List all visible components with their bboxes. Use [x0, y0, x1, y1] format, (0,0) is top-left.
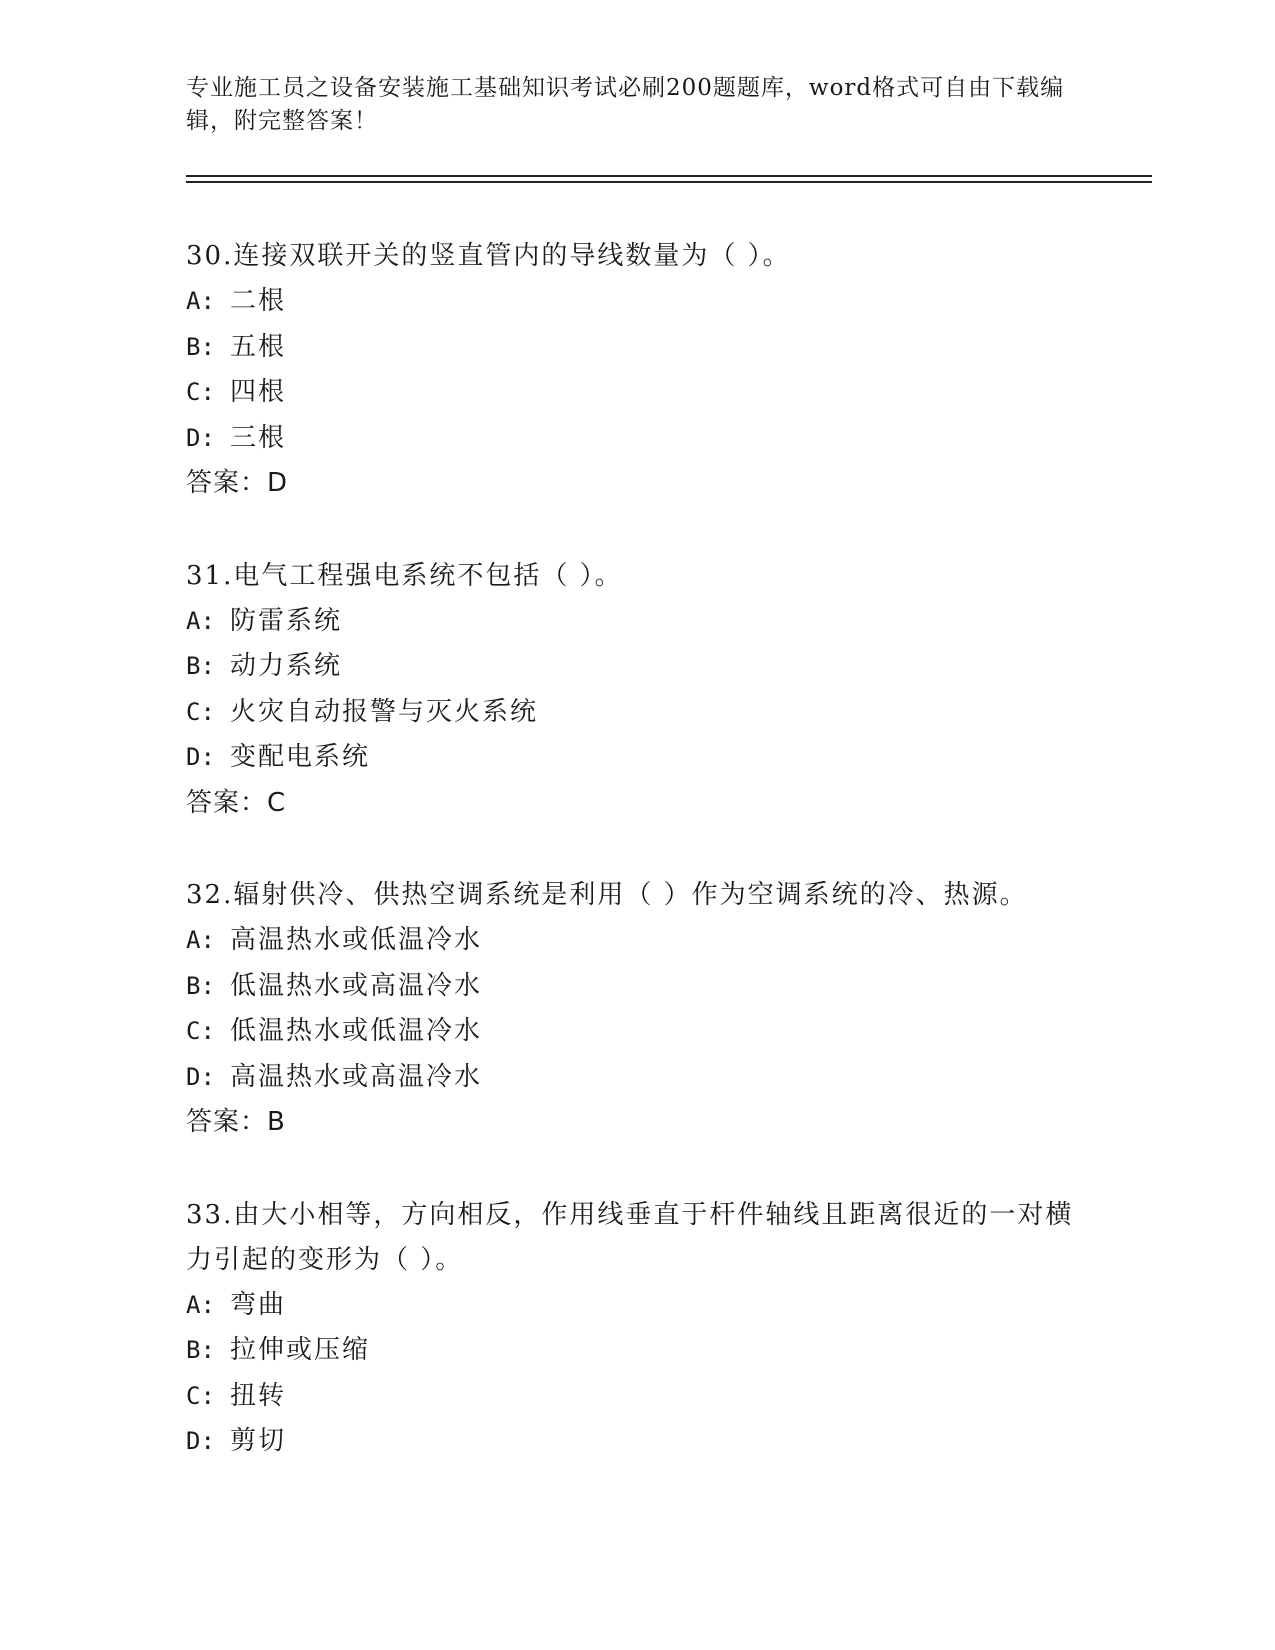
option-key: A:: [186, 926, 215, 954]
option-b: [186, 644, 1086, 690]
answer-line: 答案：B: [186, 1107, 286, 1137]
question-30: [186, 234, 1086, 507]
question-list: [186, 234, 1086, 1512]
option-text: 火灾自动报警与灭火系统: [230, 696, 539, 727]
option-text: 变配电系统: [230, 742, 371, 772]
option-c: [186, 1009, 1086, 1055]
answer-line: 答案：D: [186, 468, 289, 498]
option-text: 五根: [230, 331, 287, 362]
option-key: B:: [186, 1336, 215, 1364]
answer-line: 答案：C: [186, 787, 287, 818]
option-a: [186, 279, 1086, 325]
option-text: 防雷系统: [230, 605, 343, 636]
question-stem: 32.辐射供冷、供热空调系统是利用（ ）作为空调系统的冷、热源。: [186, 880, 1028, 910]
question-stem: 31.电气工程强电系统不包括（ ）。: [186, 560, 623, 591]
option-text: 三根: [230, 422, 287, 453]
option-key: A:: [186, 287, 215, 315]
option-b: [186, 325, 1086, 371]
header-divider-top: [186, 175, 1152, 177]
option-key: C:: [186, 378, 215, 406]
option-b: [186, 1328, 1086, 1374]
option-a: [186, 918, 1086, 964]
option-text: 低温热水或高温冷水: [230, 970, 483, 1001]
option-text: 弯曲: [230, 1289, 287, 1320]
option-text: 二根: [230, 286, 287, 316]
option-key: B:: [186, 652, 215, 680]
question-stem: 33.由大小相等，方向相反，作用线垂直于杆件轴线且距离很近的一对横力引起的变形为（ ）。: [186, 1199, 1074, 1275]
option-key: A:: [186, 1290, 215, 1319]
option-d: [186, 1055, 1086, 1101]
option-key: A:: [186, 606, 215, 635]
option-text: 拉伸或压缩: [230, 1335, 371, 1365]
question-31: [186, 554, 1086, 827]
option-text: 剪切: [230, 1426, 287, 1456]
option-text: 高温热水或高温冷水: [230, 1061, 483, 1092]
option-a: [186, 1283, 1086, 1329]
option-key: C:: [186, 697, 215, 726]
option-key: C:: [186, 1381, 215, 1410]
option-key: D:: [186, 743, 215, 771]
option-key: D:: [186, 1427, 215, 1455]
option-a: [186, 599, 1086, 645]
option-d: [186, 735, 1086, 781]
question-33: [186, 1193, 1086, 1465]
option-d: [186, 416, 1086, 462]
option-text: 高温热水或低温冷水: [230, 925, 483, 955]
option-text: 动力系统: [230, 651, 343, 681]
option-c: [186, 690, 1086, 736]
question-stem: 30.连接双联开关的竖直管内的导线数量为（ ）。: [186, 241, 791, 271]
document-header: 专业施工员之设备安装施工基础知识考试必刷200题题库，word格式可自由下载编辑，附完整答案！: [186, 75, 1065, 134]
question-32: [186, 873, 1086, 1146]
option-key: C:: [186, 1017, 215, 1045]
option-text: 四根: [230, 377, 287, 407]
option-d: [186, 1419, 1086, 1465]
option-c: [186, 370, 1086, 416]
option-key: D:: [186, 423, 215, 452]
option-key: B:: [186, 332, 215, 361]
option-key: D:: [186, 1062, 215, 1091]
option-text: 扭转: [230, 1380, 287, 1411]
option-key: B:: [186, 971, 215, 1000]
option-b: [186, 964, 1086, 1010]
option-c: [186, 1374, 1086, 1420]
header-divider-bottom: [186, 181, 1152, 183]
option-text: 低温热水或低温冷水: [230, 1016, 483, 1046]
